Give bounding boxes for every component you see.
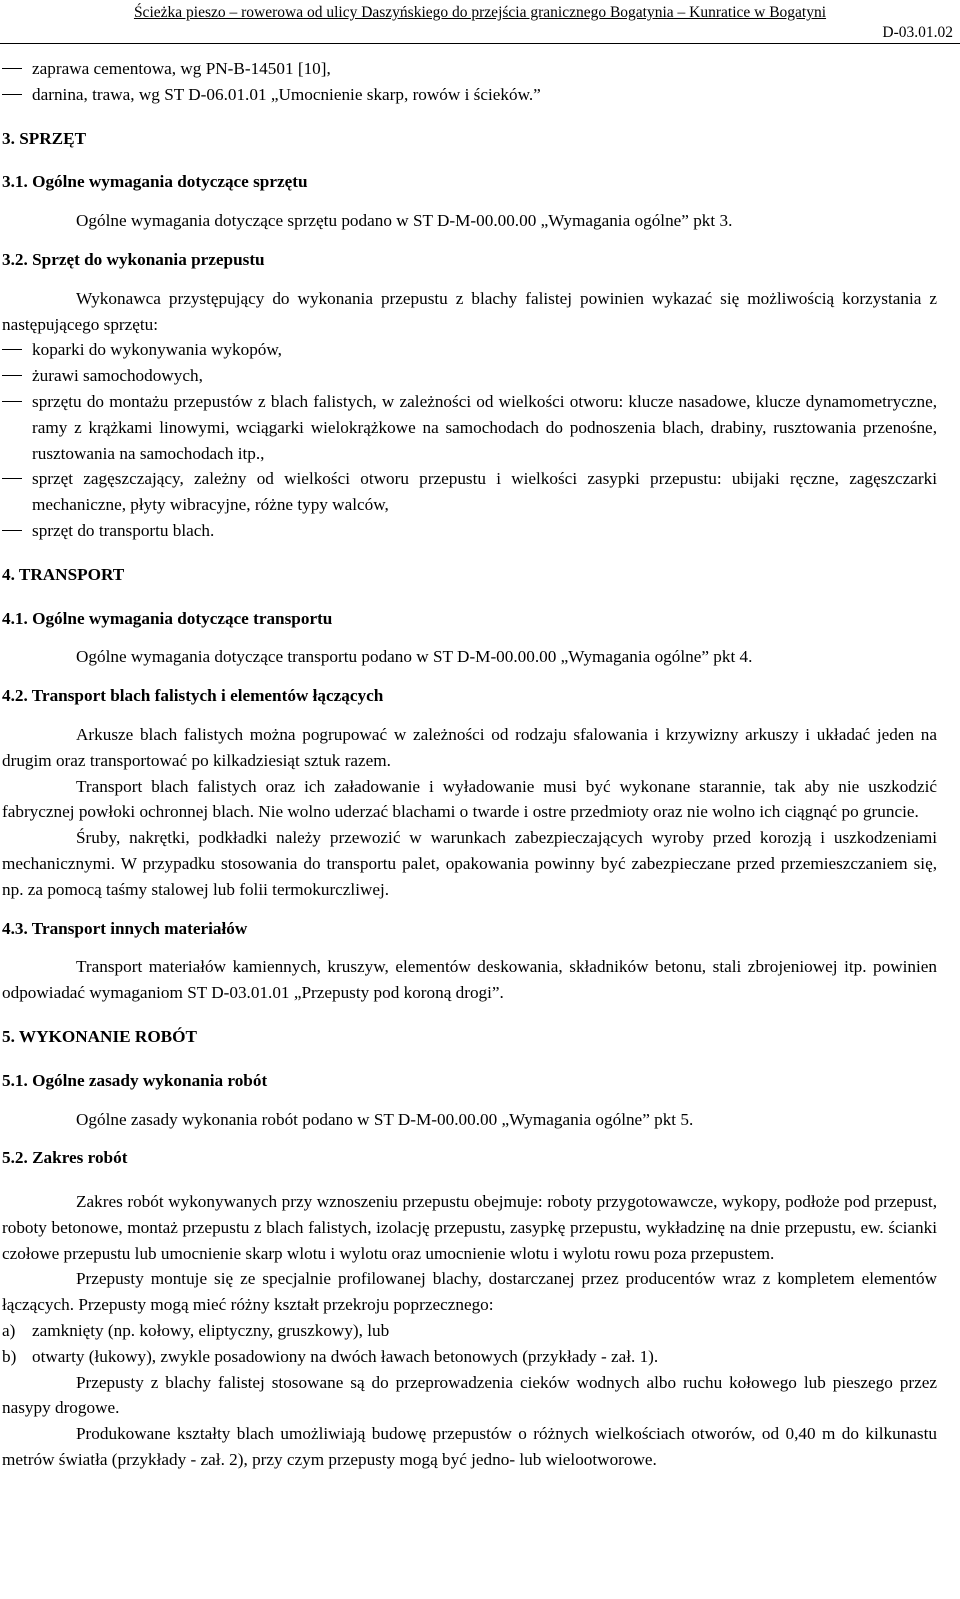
header-rule [0,43,960,44]
subsection-heading: 4.3. Transport innych materiałów [2,918,248,938]
subsection-heading: 5.2. Zakres robót [2,1148,128,1168]
subsection-heading: 3.2. Sprzęt do wykonania przepustu [2,249,265,269]
paragraph: Arkusze blach falistych można pogrupować w zależności od rodzaju sfalowania i krzywizny arkuszy i układać jeden na drugim oraz transportować po kilkadziesiąt sztuk razem. [2,724,937,770]
dash-bullet-icon [2,375,22,376]
dash-bullet-icon [2,68,22,69]
paragraph: Ogólne zasady wykonania robót podano w ST D-M-00.00.00 „Wymagania ogólne” pkt 5. [76,1109,694,1129]
paragraph: Zakres robót wykonywanych przy wznoszeniu przepustu obejmuje: roboty przygotowawcze, wykopy, podłoże pod przepust, roboty betonowe, montaż przepustu z blach falistych, izolację przepustu, zasypkę przepustu, wykładzinę na dnie przepustu, ew. ścianki czołowe przepustu lub umocnienie skarp wlotu i wylotu oraz umocnienie wlotu i wylotu rowu poza przepustem. [2,1192,937,1263]
section-heading: 4. TRANSPORT [2,564,125,584]
list-item: a) zamknięty (np. kołowy, eliptyczny, gruszkowy), lub [2,1321,390,1341]
list-item: sprzętu do montażu przepustów z blach falistych, w zależności od wielkości otworu: klucze nasadowe, klucze dynamometryczne, ramy z krążkami linowymi, wciągarki wielokrążkowe na samochodach do podnoszenia blach, drabiny, rusztowania przenośne, rusztowania na samochodach itp., [2,389,937,466]
dash-bullet-icon [2,349,22,350]
paragraph: Transport materiałów kamiennych, kruszyw, elementów deskowania, składników betonu, stali zbrojeniowej itp. powinien odpowiadać wymaganiom ST D-03.01.01 „Przepusty pod koroną drogi”. [2,957,937,1003]
subsection-heading: 3.1. Ogólne wymagania dotyczące sprzętu [2,172,308,192]
paragraph: Przepusty montuje się ze specjalnie profilowanej blachy, dostarczanej przez producentów wraz z kompletem elementów łączących. Przepusty mogą mieć różny kształt przekroju poprzecznego: [2,1269,937,1315]
subsection-heading: 4.1. Ogólne wymagania dotyczące transportu [2,608,333,628]
running-header-title: Ścieżka pieszo – rowerowa od ulicy Daszyńskiego do przejścia granicznego Bogatynia – Kunratice w Bogatyni [133,4,827,21]
spec-code: D-03.01.02 [882,24,953,41]
dash-bullet-icon [2,94,22,95]
paragraph: Śruby, nakrętki, podkładki należy przewozić w warunkach zabezpieczających wyroby przed korozją i uszkodzeniami mechanicznymi. W przypadku stosowania do transportu palet, opakowania powinny być zabezpieczane przed przemieszczaniem się, np. za pomocą taśmy stalowej lub folii termokurczliwej. [2,828,937,899]
paragraph: Produkowane kształty blach umożliwiają budowę przepustów o różnych wielkościach otworów, od 0,40 m do kilkunastu metrów światła (przykłady - zał. 2), przy czym przepusty mogą być jedno- lub wielootworowe. [2,1424,937,1470]
list-item: sprzęt do transportu blach. [2,518,937,544]
subsection-heading: 5.1. Ogólne zasady wykonania robót [2,1070,268,1090]
dash-bullet-icon [2,478,22,479]
paragraph: Wykonawca przystępujący do wykonania przepustu z blachy falistej powinien wykazać się możliwością korzystania z następującego sprzętu: [2,288,937,334]
list-item: b) otwarty (łukowy), zwykle posadowiony na dwóch ławach betonowych (przykłady - zał. 1). [2,1346,659,1366]
paragraph: Ogólne wymagania dotyczące sprzętu podano w ST D-M-00.00.00 „Wymagania ogólne” pkt 3. [76,211,733,231]
dash-bullet-icon [2,401,22,402]
list-item: koparki do wykonywania wykopów, [2,337,937,363]
list-item: darnina, trawa, wg ST D-06.01.01 „Umocnienie skarp, rowów i ścieków.” [2,82,937,108]
document-body [2,56,937,1473]
dash-bullet-icon [2,530,22,531]
list-item: sprzęt zagęszczający, zależny od wielkości otworu przepustu i wielkości zasypki przepustu: ubijaki ręczne, zagęszczarki mechaniczne, płyty wibracyjne, różne typy walców, [2,466,937,518]
section-heading: 3. SPRZĘT [2,128,87,148]
paragraph: Transport blach falistych oraz ich załadowanie i wyładowanie musi być wykonane starannie, tak aby nie uszkodzić fabrycznej powłoki ochronnej blach. Nie wolno uderzać blachami o twarde i ostre przedmioty oraz nie wolno ich ciągnąć po gruncie. [2,776,937,822]
section-heading: 5. WYKONANIE ROBÓT [2,1026,197,1046]
list-item: zaprawa cementowa, wg PN-B-14501 [10], [2,56,937,82]
paragraph: Przepusty z blachy falistej stosowane są do przeprowadzenia cieków wodnych albo ruchu kołowego lub pieszego przez nasypy drogowe. [2,1372,937,1418]
subsection-heading: 4.2. Transport blach falistych i elementów łączących [2,686,384,706]
list-item: żurawi samochodowych, [2,363,937,389]
paragraph: Ogólne wymagania dotyczące transportu podano w ST D-M-00.00.00 „Wymagania ogólne” pkt 4. [76,647,753,667]
